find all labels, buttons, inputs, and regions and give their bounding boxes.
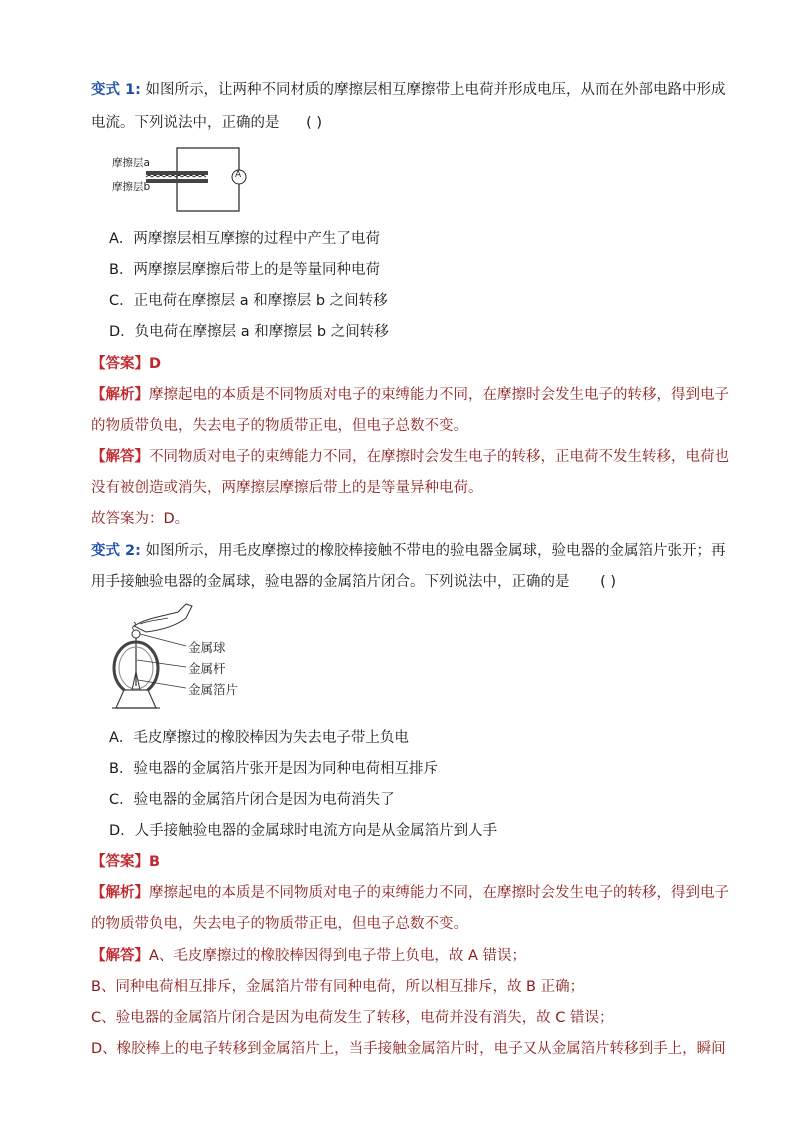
q2-option-c: C．验电器的金属箔片闭合是因为电荷消失了 [109, 792, 395, 808]
q2-stem-text1: 如图所示，用毛皮摩擦过的橡胶棒接触不带电的验电器金属球，验电器的金属箔片张开；再 [145, 543, 726, 559]
q1-stem-line1 [91, 80, 726, 100]
q2-stem-text2: 用手接触验电器的金属球，验电器的金属箔片闭合。下列说法中，正确的是 [91, 574, 570, 590]
q2-paren: ( ) [600, 574, 617, 590]
q1-stem-text1: 如图所示，让两种不同材质的摩擦层相互摩擦带上电荷并形成电压，从而在外部电路中形成 [145, 82, 726, 98]
q1-option-c: C．正电荷在摩擦层 a 和摩擦层 b 之间转移 [109, 293, 388, 309]
q2-analysis-text1: 摩擦起电的本质是不同物质对电子的束缚能力不同，在摩擦时会发生电子的转移，得到电子 [149, 885, 729, 901]
q1-option-a: A．两摩擦层相互摩擦的过程中产生了电荷 [109, 231, 380, 247]
q1-analysis-line2: 的物质带负电，失去电子的物质带正电，但电子总数不变。 [91, 418, 468, 434]
q2-analysis-tag: 【解析】 [91, 885, 149, 901]
q2-solution-line1 [91, 946, 526, 966]
q1-answer [91, 354, 161, 374]
q2-solution-text1: A、毛皮摩擦过的橡胶棒因得到电子带上负电，故 A 错误； [149, 948, 527, 964]
q2-solution-line2: B、同种电荷相互排斥，金属箔片带有同种电荷，所以相互排斥，故 B 正确； [91, 979, 585, 995]
metal-foil-label: 金属箔片 [188, 682, 239, 697]
q1-stem-text2: 电流。下列说法中，正确的是 [91, 115, 280, 131]
q1-option-b: B．两摩擦层摩擦后带上的是等量同种电荷 [109, 262, 380, 278]
q1-analysis-text1: 摩擦起电的本质是不同物质对电子的束缚能力不同，在摩擦时会发生电子的转移，得到电子 [149, 387, 729, 403]
q1-answer-tag: 【答案】 [91, 356, 149, 372]
q1-analysis-line1 [91, 385, 729, 405]
q1-solution-text1: 不同物质对电子的束缚能力不同，在摩擦时会发生电子的转移，正电荷不发生转移，电荷也 [149, 449, 729, 465]
q1-solution-line1 [91, 447, 729, 467]
q2-answer [91, 852, 160, 872]
q2-answer-tag: 【答案】 [91, 854, 149, 870]
q1-solution-line2: 没有被创造或消失，两摩擦层摩擦后带上的是等量异种电荷。 [91, 480, 483, 496]
q2-option-b: B．验电器的金属箔片张开是因为同种电荷相互排斥 [109, 761, 438, 777]
q2-analysis-line2: 的物质带负电，失去电子的物质带正电，但电子总数不变。 [91, 916, 468, 932]
metal-ball-label: 金属球 [188, 640, 226, 655]
q2-answer-value: B [149, 854, 161, 870]
q2-option-d: D．人手接触验电器的金属球时电流方向是从金属箔片到人手 [109, 823, 498, 839]
q1-tag: 变式 1: [91, 82, 141, 98]
q1-conclusion: 故答案为：D。 [91, 511, 190, 527]
q2-option-a: A．毛皮摩擦过的橡胶棒因为失去电子带上负电 [109, 730, 409, 746]
layer-b-label: 摩擦层b [112, 181, 151, 193]
q1-answer-value: D [149, 356, 162, 372]
q1-option-d: D．负电荷在摩擦层 a 和摩擦层 b 之间转移 [109, 324, 389, 340]
electroscope-diagram [106, 600, 266, 715]
q2-tag: 变式 2: [91, 543, 141, 559]
q2-solution-line3: C、验电器的金属箔片闭合是因为电荷发生了转移，电荷并没有消失，故 C 错误； [91, 1010, 614, 1026]
q1-stem-line2 [91, 113, 322, 133]
metal-rod-label: 金属杆 [188, 661, 226, 676]
ammeter-label: A [235, 170, 242, 180]
q2-stem-line2 [91, 572, 616, 592]
q2-stem-line1 [91, 541, 726, 561]
layer-a-label: 摩擦层a [112, 157, 150, 169]
q2-solution-tag: 【解答】 [91, 948, 149, 964]
q1-figure [108, 143, 248, 215]
q1-analysis-tag: 【解析】 [91, 387, 149, 403]
q1-solution-tag: 【解答】 [91, 449, 149, 465]
q2-figure [106, 600, 266, 715]
q2-solution-line4: D、橡胶棒上的电子转移到金属箔片上，当手接触金属箔片时，电子又从金属箔片转移到手上，瞬间 [91, 1041, 726, 1057]
q1-paren: ( ) [306, 115, 323, 131]
q2-analysis-line1 [91, 883, 729, 903]
